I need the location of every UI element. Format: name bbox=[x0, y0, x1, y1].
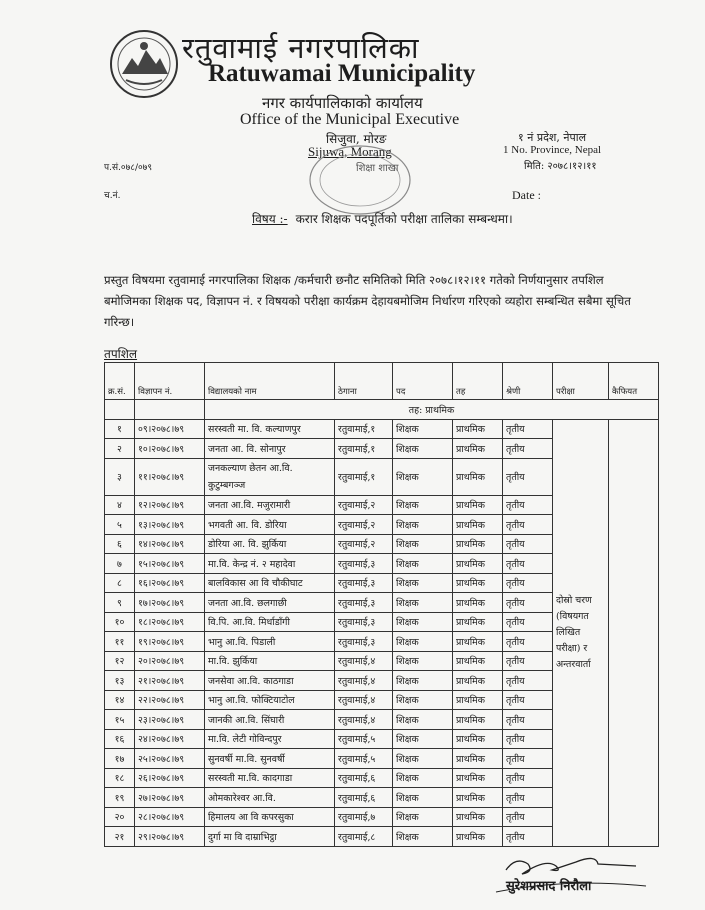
cell-grade: तृतीय bbox=[503, 632, 553, 652]
cell-school: जनता आ.वि. छलगाछी bbox=[205, 593, 335, 613]
cell-addr: रतुवामाई,४ bbox=[335, 651, 393, 671]
cell-sn: ८ bbox=[105, 573, 135, 593]
cell-school: भानु आ.वि. पिडाली bbox=[205, 632, 335, 652]
date-np: मिति: २०७८।१२।११ bbox=[524, 161, 597, 172]
cell-grade: तृतीय bbox=[503, 749, 553, 769]
cell-adv: ११।२०७८।७९ bbox=[135, 458, 205, 495]
col-header-level: तह bbox=[453, 363, 503, 400]
cell-sn: १ bbox=[105, 419, 135, 439]
cell-post: शिक्षक bbox=[393, 612, 453, 632]
cell-adv: १५।२०७८।७९ bbox=[135, 554, 205, 574]
cell-level: प्राथमिक bbox=[453, 554, 503, 574]
section-stamp: शिक्षा शाखा bbox=[356, 163, 399, 174]
cell-adv: २०।२०७८।७९ bbox=[135, 651, 205, 671]
subject-text: करार शिक्षक पदपूर्तिको परीक्षा तालिका सम्बन्धमा। bbox=[295, 212, 513, 226]
office-stamp-icon bbox=[290, 140, 430, 220]
cell-addr: रतुवामाई,४ bbox=[335, 710, 393, 730]
cell-level: प्राथमिक bbox=[453, 495, 503, 515]
cell-adv: २५।२०७८।७९ bbox=[135, 749, 205, 769]
province-np: १ नं प्रदेश, नेपाल bbox=[518, 131, 587, 144]
cell-post: शिक्षक bbox=[393, 827, 453, 847]
cell-grade: तृतीय bbox=[503, 593, 553, 613]
cell-level: प्राथमिक bbox=[453, 419, 503, 439]
cell-post: शिक्षक bbox=[393, 651, 453, 671]
cell-sn: ४ bbox=[105, 495, 135, 515]
cell-level: प्राथमिक bbox=[453, 788, 503, 808]
cell-school: मा.वि. लेटी गोविन्दपुर bbox=[205, 729, 335, 749]
cell-level: प्राथमिक bbox=[453, 749, 503, 769]
cell-grade: तृतीय bbox=[503, 515, 553, 535]
cell-school: भानु आ.वि. फोक्टियाटोल bbox=[205, 690, 335, 710]
cell-level: प्राथमिक bbox=[453, 807, 503, 827]
cell-level: प्राथमिक bbox=[453, 827, 503, 847]
col-header-adv: विज्ञापन नं. bbox=[135, 363, 205, 400]
cell-school: जानकी आ.वि. सिंघारी bbox=[205, 710, 335, 730]
cell-adv: ०९।२०७८।७९ bbox=[135, 419, 205, 439]
col-header-address: ठेगाना bbox=[335, 363, 393, 400]
office-name-en: Office of the Municipal Executive bbox=[240, 111, 460, 128]
cell-level: प्राथमिक bbox=[453, 612, 503, 632]
cell-adv: २६।२०७८।७९ bbox=[135, 768, 205, 788]
location-np: सिजुवा, मोरङ bbox=[326, 132, 387, 146]
remarks-cell bbox=[609, 419, 659, 846]
col-header-sn: क्र.सं. bbox=[105, 363, 135, 400]
cell-addr: रतुवामाई,७ bbox=[335, 807, 393, 827]
cell-grade: तृतीय bbox=[503, 554, 553, 574]
cell-grade: तृतीय bbox=[503, 710, 553, 730]
cell-addr: रतुवामाई,३ bbox=[335, 632, 393, 652]
cell-addr: रतुवामाई,३ bbox=[335, 612, 393, 632]
cell-school: दुर्गा मा वि दाम्राभिट्ठा bbox=[205, 827, 335, 847]
cell-adv: १८।२०७८।७९ bbox=[135, 612, 205, 632]
cell-sn: १८ bbox=[105, 768, 135, 788]
cell-sn: १७ bbox=[105, 749, 135, 769]
cell-adv: १२।२०७८।७९ bbox=[135, 495, 205, 515]
cell-post: शिक्षक bbox=[393, 573, 453, 593]
cell-grade: तृतीय bbox=[503, 419, 553, 439]
cell-level: प्राथमिक bbox=[453, 593, 503, 613]
cell-school: जनता आ.वि. मजुरामारी bbox=[205, 495, 335, 515]
cell-school: वि.पि. आ.वि. मिर्धाडाँगी bbox=[205, 612, 335, 632]
cell-adv: २९।२०७८।७९ bbox=[135, 827, 205, 847]
cell-adv: १०।२०७८।७९ bbox=[135, 439, 205, 459]
col-header-post: पद bbox=[393, 363, 453, 400]
cell-adv: १३।२०७८।७९ bbox=[135, 515, 205, 535]
cell-grade: तृतीय bbox=[503, 612, 553, 632]
cell-addr: रतुवामाई,३ bbox=[335, 554, 393, 574]
cell-grade: तृतीय bbox=[503, 729, 553, 749]
notice-body: प्रस्तुत विषयमा रतुवामाई नगरपालिका शिक्षक /कर्मचारी छनौट समितिको मिति २०७८।१२।११ गतेको निर्णयानुसार तपशिल बमोजिमका शिक्षक पद, विज्ञापन नं. र विषयको परीक्षा कार्यक्रम देहायबमोजिम निर्धारण गरिएको व्यहोरा सम्बन्धित सबैमा सूचित गरिन्छ। bbox=[104, 273, 631, 329]
cell-sn: १० bbox=[105, 612, 135, 632]
cell-addr: रतुवामाई,५ bbox=[335, 749, 393, 769]
dispatch-number-label: च.नं. bbox=[104, 191, 121, 201]
cell-post: शिक्षक bbox=[393, 749, 453, 769]
cell-level: प्राथमिक bbox=[453, 573, 503, 593]
cell-grade: तृतीय bbox=[503, 788, 553, 808]
office-name-np: नगर कार्यपालिकाको कार्यालय bbox=[262, 94, 423, 112]
cell-level: प्राथमिक bbox=[453, 651, 503, 671]
cell-sn: ७ bbox=[105, 554, 135, 574]
level-label: तह: प्राथमिक bbox=[205, 400, 659, 420]
cell-school: सरस्वती मा.वि. कादगाडा bbox=[205, 768, 335, 788]
exam-note-cell: दोस्रो चरण (विषयगत लिखित परीक्षा) र अन्तरवार्ता bbox=[553, 419, 609, 846]
cell-level: प्राथमिक bbox=[453, 671, 503, 691]
cell-post: शिक्षक bbox=[393, 671, 453, 691]
cell-post: शिक्षक bbox=[393, 515, 453, 535]
table-title: तपशिल bbox=[104, 347, 138, 361]
cell-addr: रतुवामाई,२ bbox=[335, 534, 393, 554]
cell-school: भगवती आ. वि. डोरिया bbox=[205, 515, 335, 535]
cell-post: शिक्षक bbox=[393, 593, 453, 613]
col-header-grade: श्रेणी bbox=[503, 363, 553, 400]
cell-level: प्राथमिक bbox=[453, 710, 503, 730]
cell-adv: २४।२०७८।७९ bbox=[135, 729, 205, 749]
cell-level: प्राथमिक bbox=[453, 768, 503, 788]
cell-sn: १४ bbox=[105, 690, 135, 710]
cell-grade: तृतीय bbox=[503, 690, 553, 710]
cell-adv: २२।२०७८।७९ bbox=[135, 690, 205, 710]
cell-post: शिक्षक bbox=[393, 768, 453, 788]
cell-school: जनसेवा आ.वि. काठगाडा bbox=[205, 671, 335, 691]
level-row bbox=[105, 400, 659, 420]
cell-adv: २१।२०७८।७९ bbox=[135, 671, 205, 691]
cell-school: सुनवर्षी मा.वि. सुनवर्षी bbox=[205, 749, 335, 769]
cell-addr: रतुवामाई,४ bbox=[335, 690, 393, 710]
cell-grade: तृतीय bbox=[503, 458, 553, 495]
cell-addr: रतुवामाई,३ bbox=[335, 593, 393, 613]
letter-reference-number: प.सं.०७८/०७९ bbox=[104, 163, 153, 173]
cell-school: मा.वि. केन्द्र नं. २ महादेवा bbox=[205, 554, 335, 574]
cell-addr: रतुवामाई,३ bbox=[335, 573, 393, 593]
province-en: 1 No. Province, Nepal bbox=[503, 144, 602, 156]
cell-school: जनता आ. वि. सोनापुर bbox=[205, 439, 335, 459]
cell-post: शिक्षक bbox=[393, 710, 453, 730]
cell-addr: रतुवामाई,६ bbox=[335, 768, 393, 788]
subject-line bbox=[252, 210, 513, 227]
table-header-row bbox=[105, 363, 659, 400]
cell-grade: तृतीय bbox=[503, 807, 553, 827]
cell-post: शिक्षक bbox=[393, 534, 453, 554]
cell-addr: रतुवामाई,१ bbox=[335, 439, 393, 459]
cell-grade: तृतीय bbox=[503, 671, 553, 691]
cell-grade: तृतीय bbox=[503, 768, 553, 788]
cell-school: हिमालय आ वि कपरसुका bbox=[205, 807, 335, 827]
cell-post: शिक्षक bbox=[393, 419, 453, 439]
municipality-name-np: रतुवामाई नगरपालिका bbox=[182, 31, 420, 65]
cell-level: प्राथमिक bbox=[453, 534, 503, 554]
cell-sn: १२ bbox=[105, 651, 135, 671]
cell-grade: तृतीय bbox=[503, 651, 553, 671]
cell-grade: तृतीय bbox=[503, 573, 553, 593]
cell-grade: तृतीय bbox=[503, 827, 553, 847]
cell-sn: १९ bbox=[105, 788, 135, 808]
col-header-remarks: कैफियत bbox=[609, 363, 659, 400]
cell-addr: रतुवामाई,६ bbox=[335, 788, 393, 808]
cell-adv: १९।२०७८।७९ bbox=[135, 632, 205, 652]
cell-post: शिक्षक bbox=[393, 439, 453, 459]
col-header-school: विद्यालयको नाम bbox=[205, 363, 335, 400]
cell-adv: १६।२०७८।७९ bbox=[135, 573, 205, 593]
cell-school: ओमकारेश्वर आ.वि. bbox=[205, 788, 335, 808]
municipality-logo-icon bbox=[108, 28, 180, 100]
cell-school: मा.वि. झुर्किया bbox=[205, 651, 335, 671]
cell-post: शिक्षक bbox=[393, 807, 453, 827]
cell-addr: रतुवामाई,४ bbox=[335, 671, 393, 691]
signatory-name: सुरेशप्रसाद निरौला bbox=[506, 879, 592, 894]
cell-post: शिक्षक bbox=[393, 788, 453, 808]
exam-schedule-table bbox=[104, 362, 659, 847]
cell-addr: रतुवामाई,१ bbox=[335, 458, 393, 495]
cell-addr: रतुवामाई,१ bbox=[335, 419, 393, 439]
cell-sn: ११ bbox=[105, 632, 135, 652]
cell-level: प्राथमिक bbox=[453, 515, 503, 535]
cell-addr: रतुवामाई,२ bbox=[335, 515, 393, 535]
cell-sn: २० bbox=[105, 807, 135, 827]
cell-adv: १४।२०७८।७९ bbox=[135, 534, 205, 554]
cell-addr: रतुवामाई,२ bbox=[335, 495, 393, 515]
cell-sn: १६ bbox=[105, 729, 135, 749]
cell-sn: ३ bbox=[105, 458, 135, 495]
cell-addr: रतुवामाई,५ bbox=[335, 729, 393, 749]
cell-sn: ९ bbox=[105, 593, 135, 613]
cell-school: सरस्वती मा. वि. कल्याणपुर bbox=[205, 419, 335, 439]
date-label: Date : bbox=[512, 188, 541, 202]
cell-level: प्राथमिक bbox=[453, 690, 503, 710]
cell-sn: १५ bbox=[105, 710, 135, 730]
cell-sn: २१ bbox=[105, 827, 135, 847]
cell-sn: ६ bbox=[105, 534, 135, 554]
cell-post: शिक्षक bbox=[393, 495, 453, 515]
cell-post: शिक्षक bbox=[393, 729, 453, 749]
cell-grade: तृतीय bbox=[503, 439, 553, 459]
cell-post: शिक्षक bbox=[393, 632, 453, 652]
cell-adv: २३।२०७८।७९ bbox=[135, 710, 205, 730]
cell-school: जनकल्याण छेतन आ.वि. कुटुम्बगञ्ज bbox=[205, 458, 335, 495]
cell-grade: तृतीय bbox=[503, 495, 553, 515]
municipality-name-en: Ratuwamai Municipality bbox=[208, 60, 476, 87]
cell-adv: २७।२०७८।७९ bbox=[135, 788, 205, 808]
cell-adv: २८।२०७८।७९ bbox=[135, 807, 205, 827]
cell-post: शिक्षक bbox=[393, 458, 453, 495]
cell-post: शिक्षक bbox=[393, 690, 453, 710]
cell-post: शिक्षक bbox=[393, 554, 453, 574]
table-row bbox=[105, 419, 659, 439]
cell-grade: तृतीय bbox=[503, 534, 553, 554]
cell-level: प्राथमिक bbox=[453, 458, 503, 495]
location-en: Sijuwa, Morang bbox=[308, 144, 392, 159]
subject-label: विषय :- bbox=[252, 212, 288, 226]
cell-level: प्राथमिक bbox=[453, 632, 503, 652]
cell-level: प्राथमिक bbox=[453, 439, 503, 459]
cell-sn: १३ bbox=[105, 671, 135, 691]
cell-school: बालविकास आ वि चौकीघाट bbox=[205, 573, 335, 593]
cell-addr: रतुवामाई,८ bbox=[335, 827, 393, 847]
col-header-exam: परीक्षा bbox=[553, 363, 609, 400]
cell-adv: १७।२०७८।७९ bbox=[135, 593, 205, 613]
cell-sn: २ bbox=[105, 439, 135, 459]
cell-level: प्राथमिक bbox=[453, 729, 503, 749]
cell-school: डोरिया आ. वि. झुर्किया bbox=[205, 534, 335, 554]
cell-sn: ५ bbox=[105, 515, 135, 535]
